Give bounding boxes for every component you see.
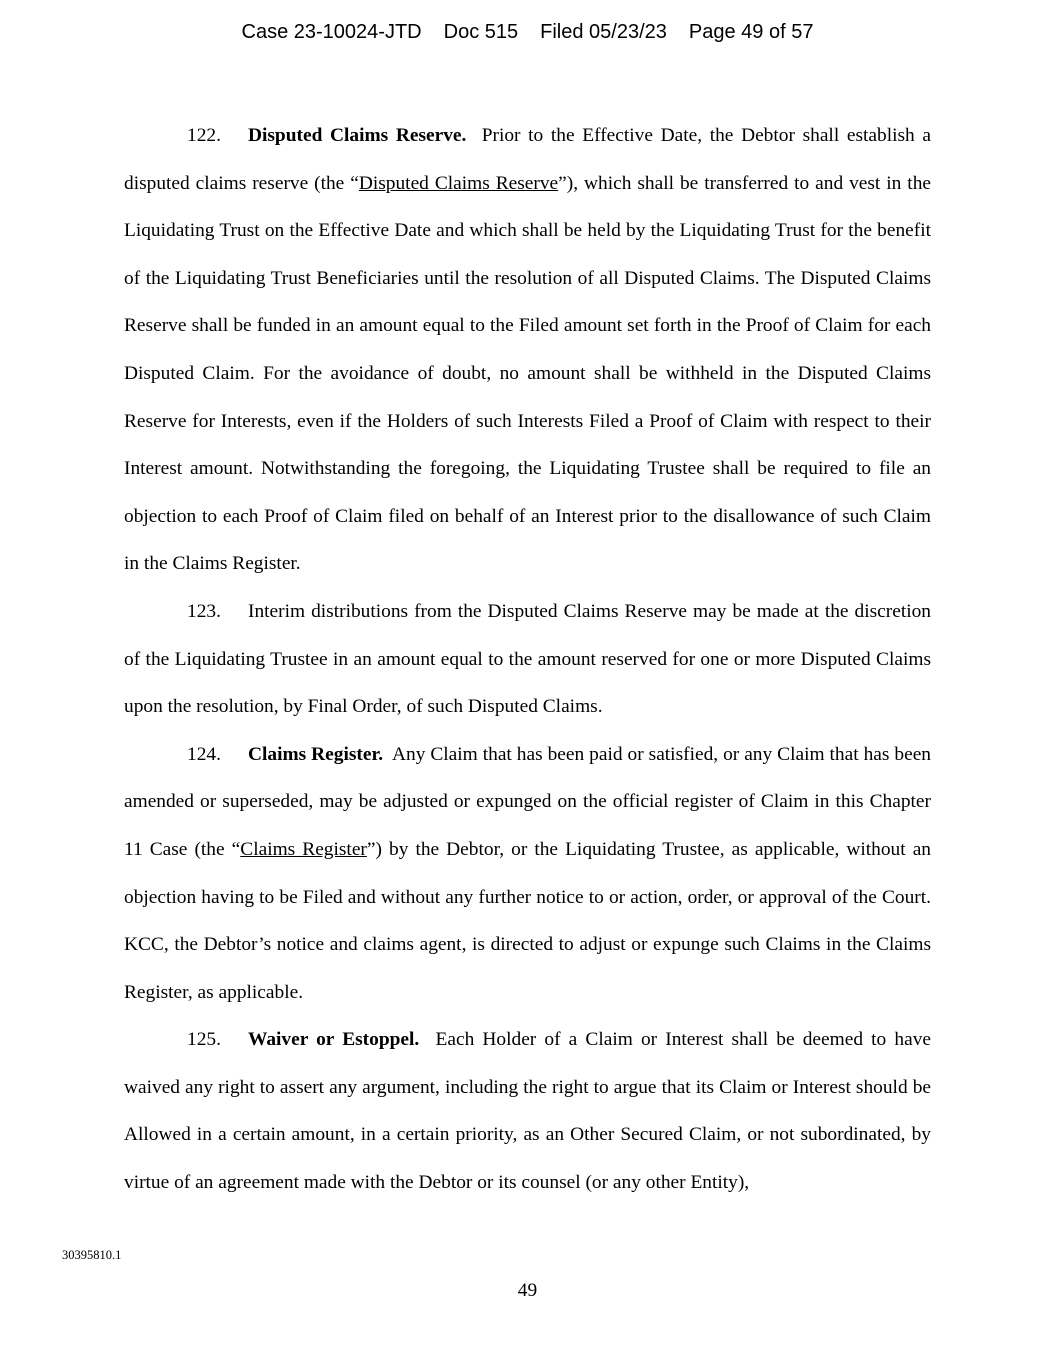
paragraph-text: Each Holder of a Claim or Interest shall be deemed to have waived any right to assert any argument, including the right to argue that its Claim or Interest should be Allowed in a certain amount, in a certain priority, as an Other Secured Claim, or not subordinated, by virtue of an agreement made with the Debtor or its counsel (or any other Entity), — [124, 1029, 931, 1194]
paragraph-heading: Waiver or Estoppel. — [248, 1029, 420, 1051]
docket-number: Doc 515 — [443, 21, 519, 43]
paragraph-heading: Disputed Claims Reserve. — [248, 125, 467, 146]
page-number: 49 — [517, 1280, 538, 1301]
defined-term: Disputed Claims Reserve — [358, 172, 559, 194]
paragraph-text: Any Claim that has been paid or satisfied, or any Claim that has been amended or superseded, may be adjusted or expunged on the official register of Claim in this Chapter 11 Case (the “ — [124, 743, 932, 860]
document-body — [124, 112, 931, 1207]
paragraph-number: 122. — [187, 125, 221, 146]
paragraph-text: Prior to the Effective Date, the Debtor shall establish a disputed claims reserve (the “ — [124, 125, 931, 194]
paragraph-125 — [124, 1016, 931, 1206]
page-of: Page 49 of 57 — [688, 21, 814, 43]
paragraph-124 — [124, 731, 931, 1017]
paragraph-122 — [124, 112, 931, 588]
defined-term: Claims Register — [240, 838, 367, 860]
paragraph-text: ”) by the Debtor, or the Liquidating Trustee, as applicable, without an objection having to be Filed and without any further notice to or action, order, or approval of the Court. KCC, the Debtor’s notice and claims agent, is directed to adjust or expunge such Claims in the Claims Register, as applicable. — [124, 838, 931, 1003]
paragraph-text: Interim distributions from the Disputed Claims Reserve may be made at the discretion of the Liquidating Trustee in an amount equal to the amount reserved for one or more Disputed Claims upon the resolution, by Final Order, of such Disputed Claims. — [124, 600, 931, 718]
paragraph-heading: Claims Register. — [248, 743, 384, 765]
document-id: 30395810.1 — [62, 1248, 122, 1262]
case-number: Case 23-10024-JTD — [241, 21, 422, 43]
filed-date: Filed 05/23/23 — [540, 21, 667, 43]
paragraph-number: 123. — [187, 600, 221, 622]
case-header — [0, 18, 1055, 46]
paragraph-text: ”), which shall be transferred to and vest in the Liquidating Trust on the Effective Date and which shall be held by the Liquidating Trust for the benefit of the Liquidating Trust Beneficiaries until the resolution of all Disputed Claims. The Disputed Claims Reserve shall be funded in an amount equal to the Filed amount set forth in the Proof of Claim for each Disputed Claim. For the avoidance of doubt, no amount shall be withheld in the Disputed Claims Reserve for Interests, even if the Holders of such Interests Filed a Proof of Claim with respect to their Interest amount. Notwithstanding the foregoing, the Liquidating Trustee shall be required to file an objection to each Proof of Claim filed on behalf of an Interest prior to the disallowance of such Claim in the Claims Register. — [124, 172, 931, 575]
paragraph-number: 124. — [187, 743, 221, 765]
paragraph-123 — [124, 588, 931, 731]
paragraph-number: 125. — [187, 1029, 221, 1051]
